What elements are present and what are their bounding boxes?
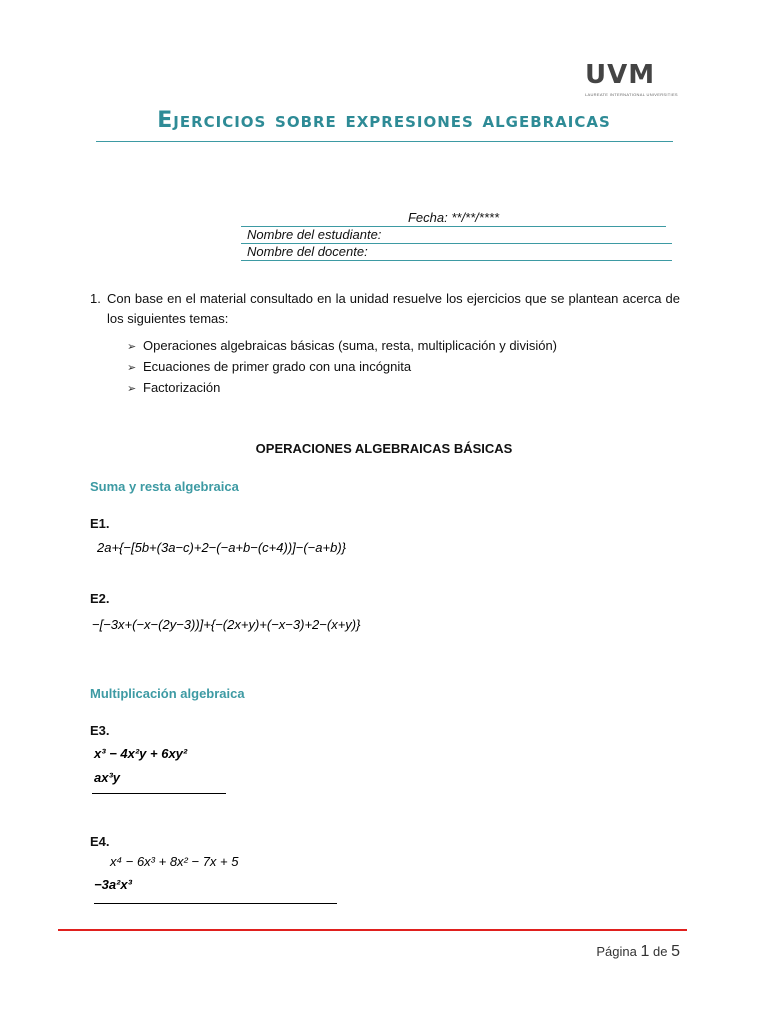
docente-field: Nombre del docente: bbox=[241, 244, 672, 261]
logo-subtitle: LAUREATE INTERNATIONAL UNIVERSITIES bbox=[585, 92, 678, 97]
exercise-expr-e2: −[−3x+(−x−(2y−3))]+{−(2x+y)+(−x−3)+2−(x+y)} bbox=[92, 617, 361, 632]
instruction-text: Con base en el material consultado en la unidad resuelve los ejercicios que se plantean acerca de los siguientes temas: bbox=[107, 291, 680, 326]
estudiante-field: Nombre del estudiante: bbox=[241, 227, 672, 244]
title-divider bbox=[96, 141, 673, 142]
exercise-e3-rule bbox=[92, 793, 226, 794]
exercise-label-e3: E3. bbox=[90, 723, 110, 738]
exercise-e3-line2: ax³y bbox=[94, 770, 121, 785]
footer-divider bbox=[58, 929, 687, 931]
exercise-e4-line1: x⁴ − 6x³ + 8x² − 7x + 5 bbox=[110, 854, 239, 869]
arrow-bullet-icon: ➢ bbox=[127, 341, 137, 353]
fecha-field: Fecha: **/**/**** bbox=[241, 210, 666, 227]
exercise-label-e1: E1. bbox=[90, 516, 110, 531]
page-number: Página 1 de 5 bbox=[596, 943, 680, 960]
section-title: OPERACIONES ALGEBRAICAS BÁSICAS bbox=[255, 441, 513, 456]
exercise-label-e4: E4. bbox=[90, 834, 110, 849]
page-title: Ejercicios sobre expresiones algebraicas bbox=[157, 108, 611, 133]
exercise-e4-line2: −3a²x³ bbox=[94, 877, 132, 892]
list-item: ➢ Factorización bbox=[127, 378, 557, 399]
topic-list bbox=[127, 336, 557, 399]
subsection-suma: Suma y resta algebraica bbox=[90, 479, 239, 494]
instruction-number: 1. bbox=[90, 291, 101, 306]
exercise-e4-rule bbox=[94, 903, 337, 904]
arrow-bullet-icon: ➢ bbox=[127, 383, 137, 395]
exercise-label-e2: E2. bbox=[90, 591, 110, 606]
list-item: ➢ Ecuaciones de primer grado con una incógnita bbox=[127, 357, 557, 378]
instruction-item bbox=[90, 289, 680, 329]
uvm-logo bbox=[585, 60, 678, 102]
list-item: ➢ Operaciones algebraicas básicas (suma, resta, multiplicación y división) bbox=[127, 336, 557, 357]
exercise-expr-e1: 2a+{−[5b+(3a−c)+2−(−a+b−(c+4))]−(−a+b)} bbox=[97, 540, 346, 555]
subsection-multiplicacion: Multiplicación algebraica bbox=[90, 686, 245, 701]
arrow-bullet-icon: ➢ bbox=[127, 362, 137, 374]
exercise-e3-line1: x³ − 4x²y + 6xy² bbox=[94, 746, 188, 761]
logo-text: UVM bbox=[585, 60, 656, 90]
